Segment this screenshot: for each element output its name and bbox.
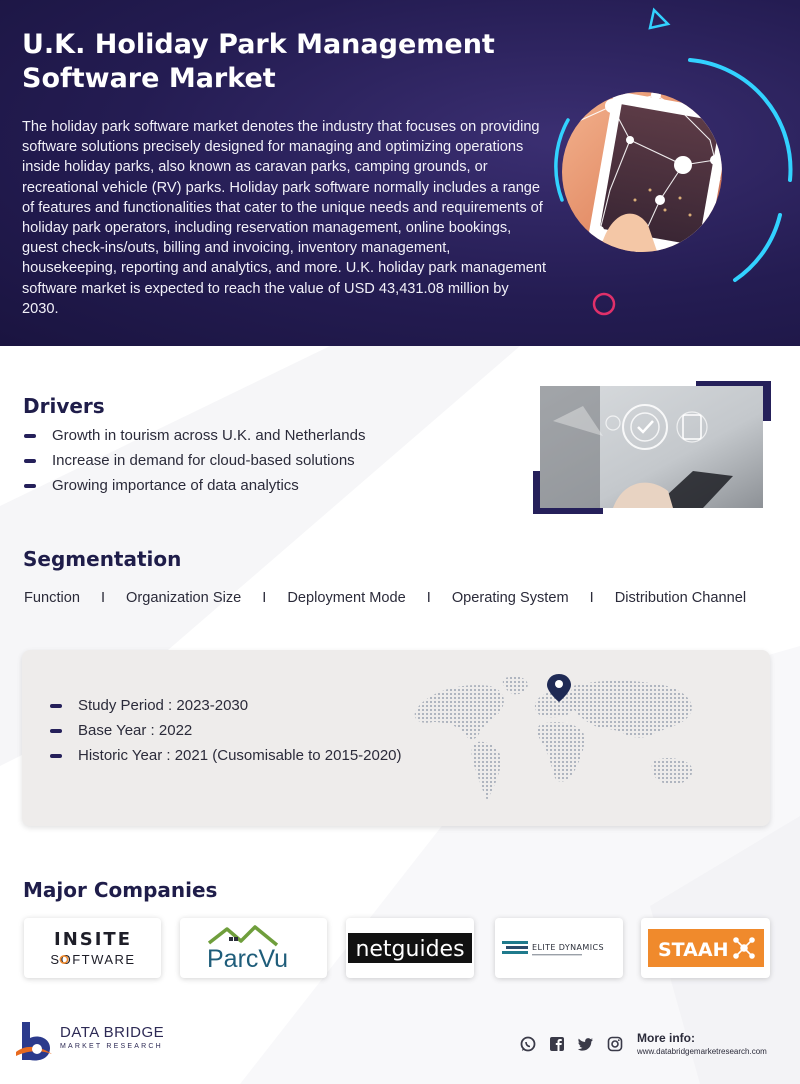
brand-subtitle: MARKET RESEARCH [60,1043,163,1050]
list-item [50,743,402,768]
data-bridge-logo [16,1020,166,1062]
bullet-dash [24,484,36,488]
insite-text: INSITE [53,929,132,950]
page-title [22,28,542,96]
driver-text: Growth in tourism across U.K. and Netherlands [52,427,366,444]
study-text: Base Year : 2022 [78,722,193,739]
software-text: SOFTWARE [49,952,136,967]
website-link[interactable]: www.databridgemarketresearch.com [637,1047,767,1056]
staah-text: STAAH [657,939,728,961]
drivers-heading: Drivers [23,394,105,418]
staah-logo [641,918,770,978]
list-item [24,473,365,498]
social-links [520,1036,623,1052]
study-text: Historic Year : 2021 (Cusomisable to 2015-2020) [78,747,402,764]
segment-item: Organization Size [126,590,242,606]
segment-item: Operating System [451,590,569,606]
facebook-icon[interactable] [549,1036,565,1052]
study-text: Study Period : 2023-2030 [78,697,249,714]
segment-separator: I [100,590,106,606]
ring-decoration [594,294,614,314]
parcvu-logo [180,918,327,978]
segmentation-list [24,590,784,606]
drivers-list [24,423,365,498]
drivers-illustration [533,381,771,514]
driver-text: Growing importance of data analytics [52,477,299,494]
netguides-logo [346,918,474,978]
bullet-dash [50,754,62,758]
hero-illustration [540,0,800,346]
title-line-2: Software Market [22,63,276,94]
world-map-illustration [405,672,710,804]
bullet-dash [24,459,36,463]
elite-dynamics-logo [495,918,623,978]
companies-heading: Major Companies [23,878,218,902]
brand-mark-icon [16,1020,56,1062]
list-item [50,718,402,743]
whatsapp-icon[interactable] [520,1036,536,1052]
driver-text: Increase in demand for cloud-based solutions [52,452,355,469]
segment-separator: I [589,590,594,606]
bullet-dash [24,434,36,438]
brand-name: DATA BRIDGE [60,1024,165,1041]
insite-software-logo [24,918,161,978]
segment-item: Function [24,590,80,606]
bullet-dash [50,704,62,708]
segment-separator: I [426,590,431,606]
company-logos [24,918,770,978]
title-line-1: U.K. Holiday Park Management [22,29,495,60]
segment-item: Deployment Mode [287,590,406,606]
arc-decoration [735,215,780,280]
twitter-icon[interactable] [578,1036,594,1052]
segment-separator: I [262,590,267,606]
elite-text: ELITE DYNAMICS [532,943,604,952]
netguides-text: netguides [355,937,465,962]
bullet-dash [50,729,62,733]
parcvu-text: ParcVu [206,945,288,973]
more-info-label: More info: [637,1031,695,1045]
study-list [50,693,402,768]
list-item [24,448,365,473]
list-item [50,693,402,718]
segmentation-heading: Segmentation [23,547,182,571]
instagram-icon[interactable] [607,1036,623,1052]
triangle-decoration [650,10,668,28]
market-description: The holiday park software market denotes the industry that focuses on providing software solutions precisely designed for managing and optimizing operations inside holiday parks, also known as caravan parks, camping grounds, or recreational vehicle (RV) parks. Holiday park software normally includes a range of features and functionalities that cater to the unique needs and requirements of holiday park operators, including reservation management, online bookings, guest check-ins/outs, billing and invoicing, inventory management, housekeeping, reporting and analytics, and more. U.K. holiday park management software market is expected to reach the value of USD 43,431.08 million by 2030. [22,119,547,317]
hero-banner [0,0,800,346]
list-item [24,423,365,448]
segment-item: Distribution Channel [614,590,747,606]
